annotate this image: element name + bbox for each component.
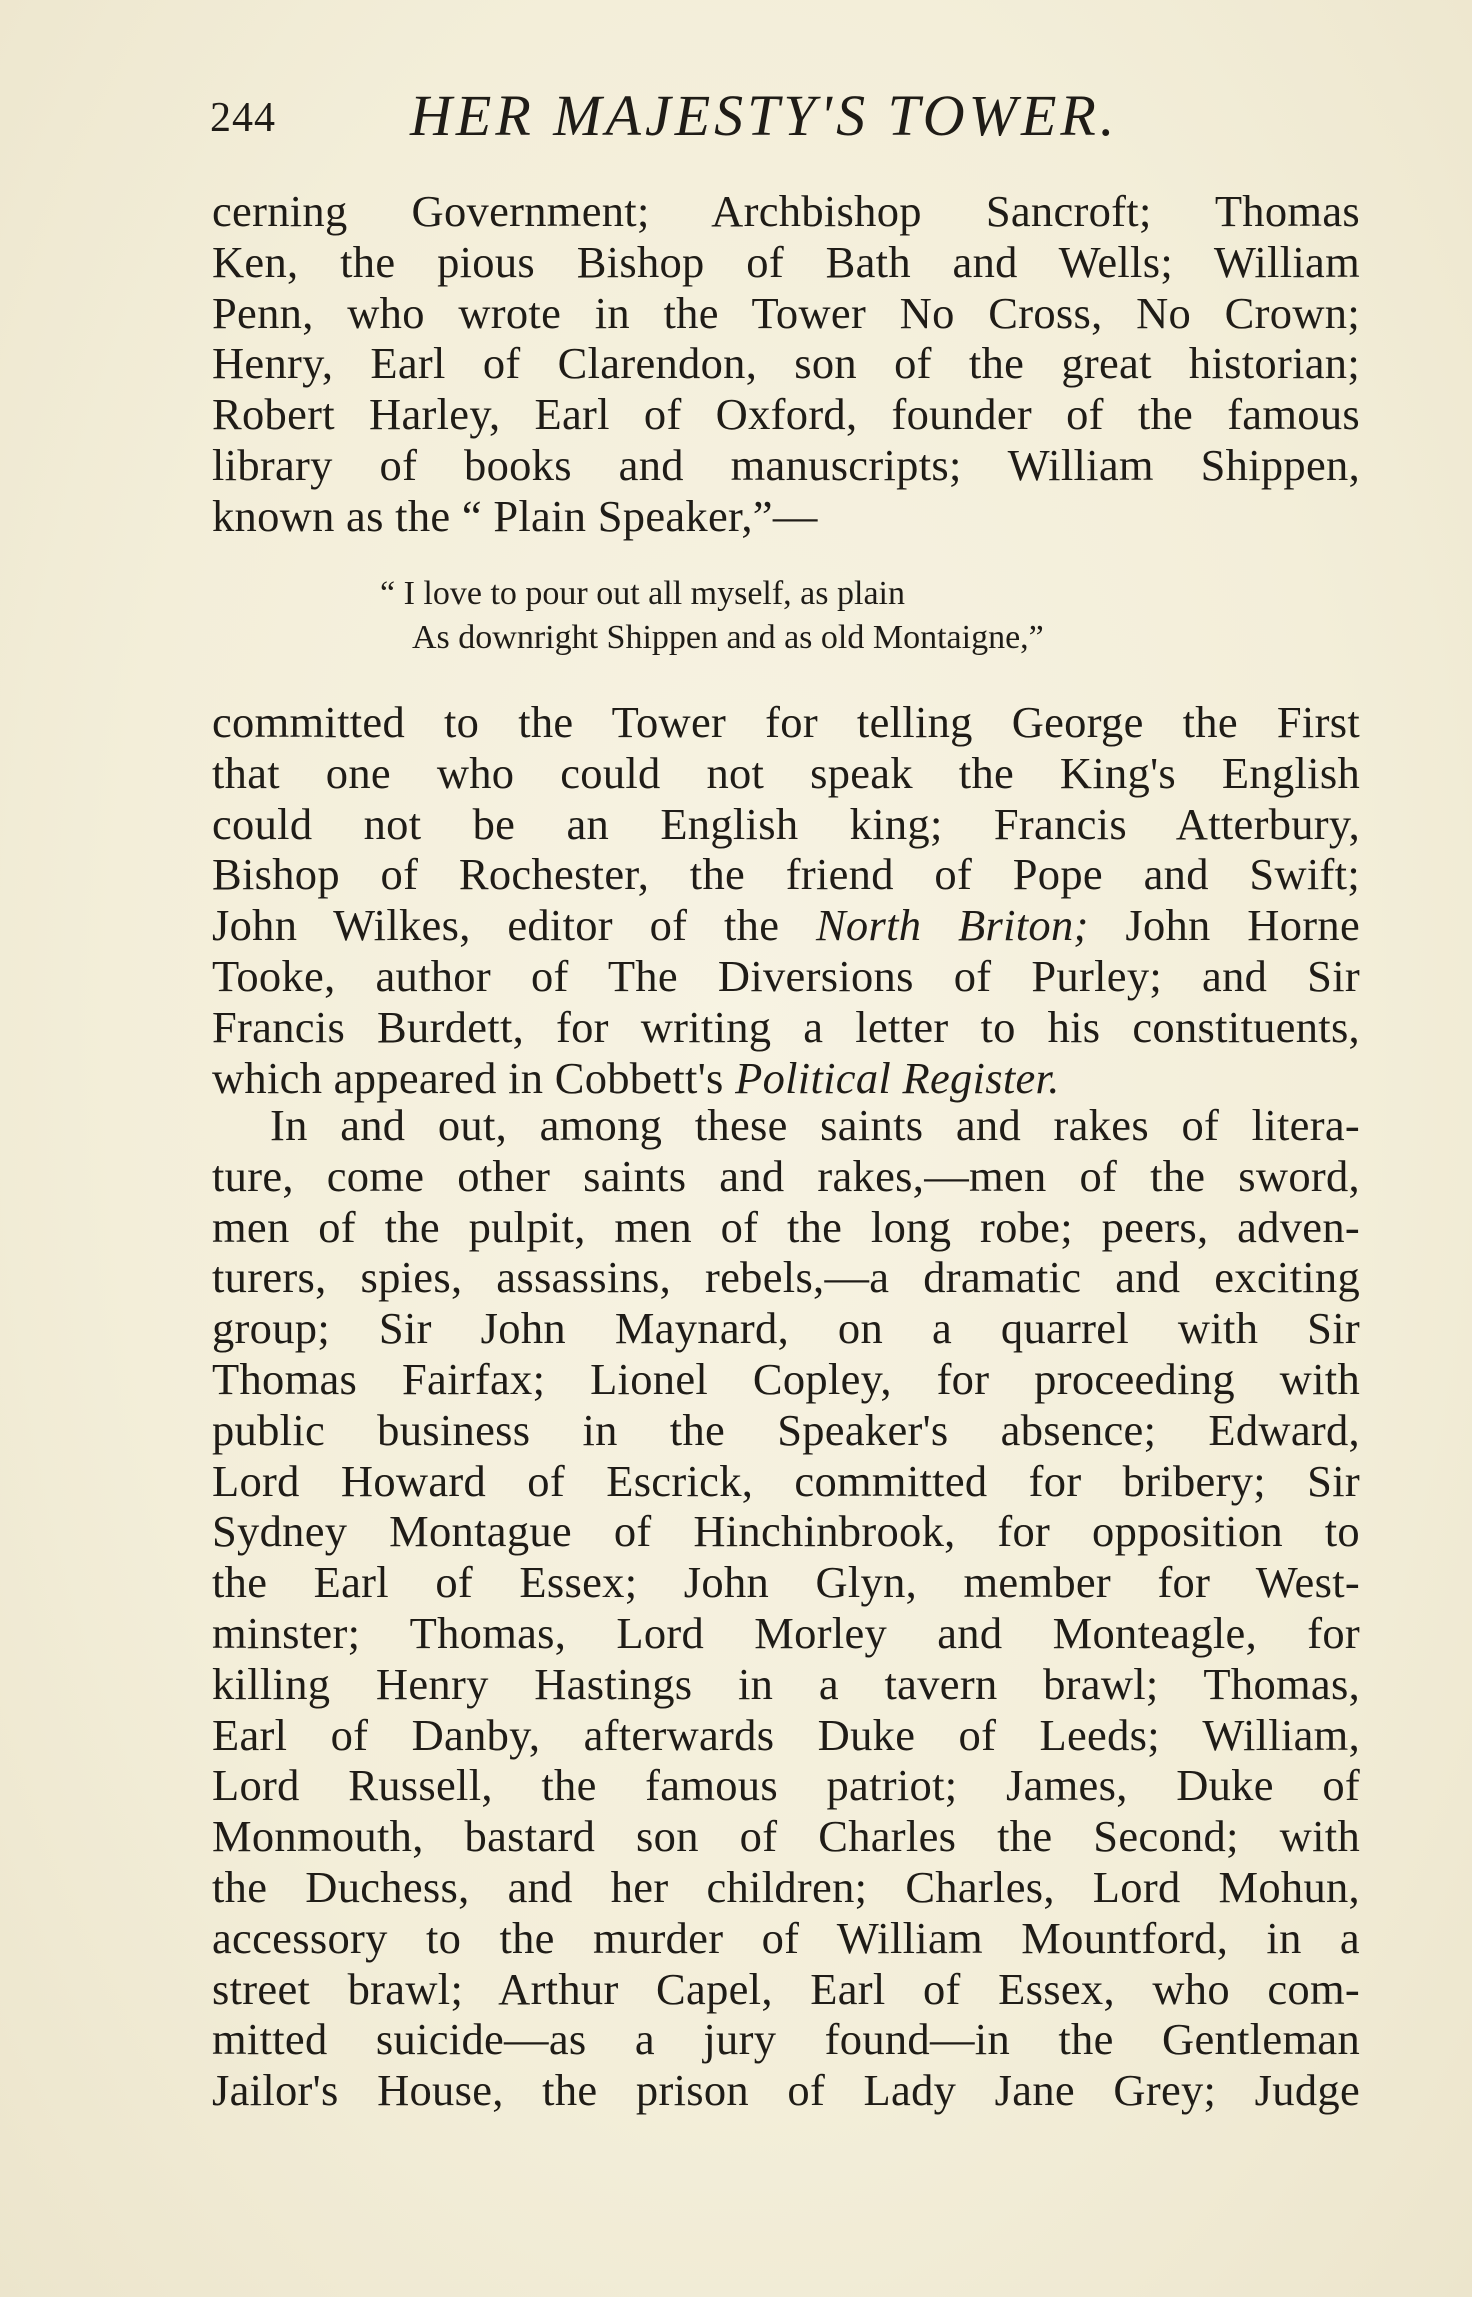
text-line: Jailor's House, the prison of Lady Jane Grey; Judge [212, 2065, 1360, 2116]
text-segment: John Wilkes, editor of the [212, 900, 816, 951]
text-line: accessory to the murder of William Mountford, in a [212, 1912, 1360, 1963]
text-line: ture, come other saints and rakes,—men of the sword, [212, 1150, 1360, 1201]
text-line: men of the pulpit, men of the long robe; peers, adven- [212, 1201, 1360, 1252]
text-line [212, 900, 1360, 951]
text-line: Earl of Danby, afterwards Duke of Leeds; William, [212, 1709, 1360, 1760]
paragraph-2 [212, 697, 1360, 1103]
text-line: group; Sir John Maynard, on a quarrel with Sir [212, 1303, 1360, 1354]
text-line: Robert Harley, Earl of Oxford, founder of the famous [212, 389, 1360, 440]
text-line: mitted suicide—as a jury found—in the Gentleman [212, 2014, 1360, 2065]
text-line: Henry, Earl of Clarendon, son of the great historian; [212, 338, 1360, 389]
text-line: In and out, among these saints and rakes of litera- [270, 1100, 1360, 1150]
text-line: Sydney Montague of Hinchinbrook, for opposition to [212, 1506, 1360, 1557]
text-line: public business in the Speaker's absence; Edward, [212, 1404, 1360, 1455]
text-line: Francis Burdett, for writing a letter to his constituents, [212, 1001, 1360, 1052]
text-line: that one who could not speak the King's English [212, 747, 1360, 798]
verse-quotation [380, 572, 1210, 660]
italic-title-north-briton: North Briton; [815, 900, 1089, 951]
text-line: Thomas Fairfax; Lionel Copley, for proceeding with [212, 1353, 1360, 1404]
text-line: killing Henry Hastings in a tavern brawl; Thomas, [212, 1658, 1360, 1709]
text-line: the Duchess, and her children; Charles, Lord Mohun, [212, 1861, 1360, 1912]
quote-line-1: “ I love to pour out all myself, as plain [380, 575, 905, 612]
text-line: Tooke, author of The Diversions of Purley; and Sir [212, 950, 1360, 1001]
text-line: street brawl; Arthur Capel, Earl of Essex, who com- [212, 1963, 1360, 2014]
text-line: Bishop of Rochester, the friend of Pope and Swift; [212, 849, 1360, 900]
text-line: committed to the Tower for telling George the First [212, 697, 1360, 747]
text-line: Penn, who wrote in the Tower No Cross, No Crown; [212, 287, 1360, 338]
text-line [212, 1053, 1360, 1104]
italic-title-political-register: Political Register. [735, 1052, 1060, 1103]
quote-line-2: As downright Shippen and as old Montaigne,” [412, 619, 1044, 656]
text-line: cerning Government; Archbishop Sancroft; Thomas [212, 186, 1360, 236]
text-line: Ken, the pious Bishop of Bath and Wells; William [212, 236, 1360, 287]
page-header [210, 82, 1410, 162]
paragraph-3 [212, 1100, 1360, 2116]
paragraph-1 [212, 186, 1360, 542]
text-line: known as the “ Plain Speaker,”— [212, 490, 818, 541]
running-title: HER MAJESTY'S TOWER. [410, 83, 1119, 148]
text-segment: John Horne [1088, 900, 1360, 951]
text-line: library of books and manuscripts; William Shippen, [212, 439, 1360, 490]
text-line: minster; Thomas, Lord Morley and Monteagle, for [212, 1607, 1360, 1658]
text-segment: which appeared in Cobbett's [212, 1052, 736, 1103]
text-line: Lord Russell, the famous patriot; James, Duke of [212, 1760, 1360, 1811]
text-line: could not be an English king; Francis Atterbury, [212, 798, 1360, 849]
text-line: turers, spies, assassins, rebels,—a dramatic and exciting [212, 1252, 1360, 1303]
text-line: Monmouth, bastard son of Charles the Second; with [212, 1811, 1360, 1862]
text-line: the Earl of Essex; John Glyn, member for West- [212, 1557, 1360, 1608]
text-line: Lord Howard of Escrick, committed for bribery; Sir [212, 1455, 1360, 1506]
page-number: 244 [210, 95, 276, 141]
